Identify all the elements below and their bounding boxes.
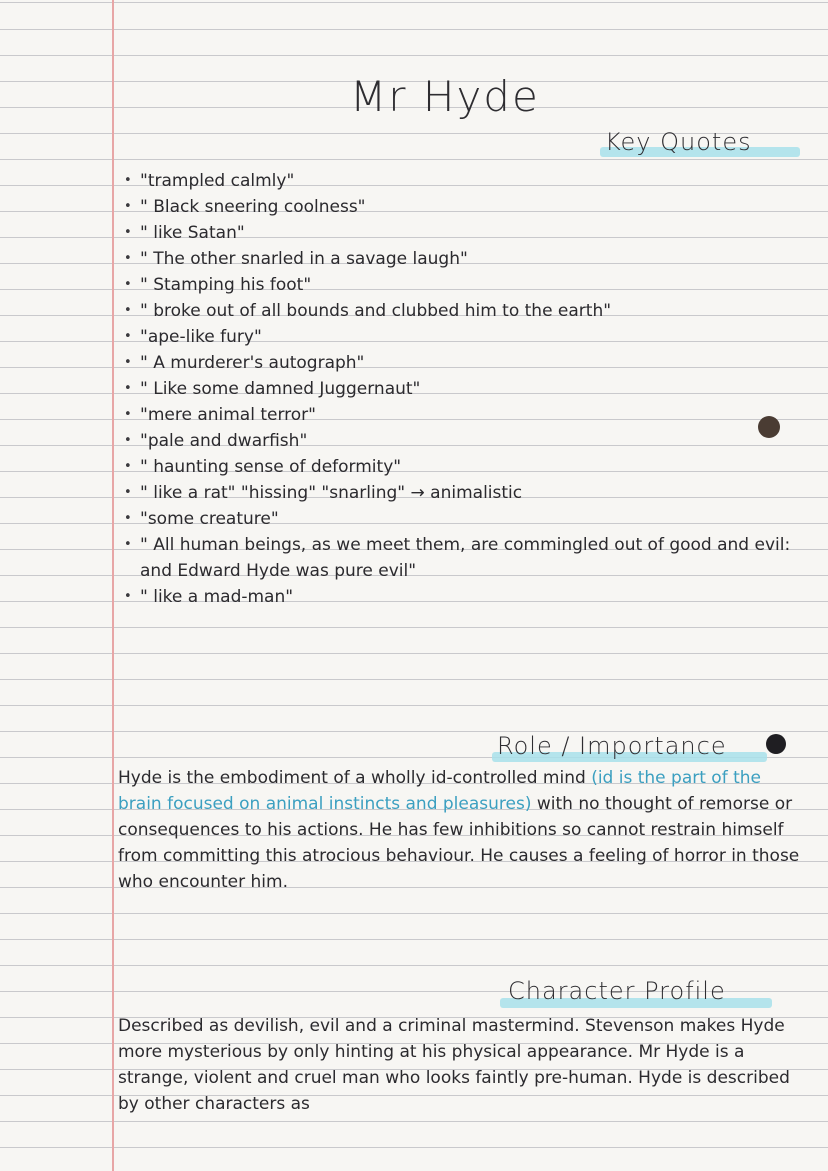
quote-item: • " Like some damned Juggernaut" [122, 376, 812, 402]
role-heading: Role / Importance [497, 732, 727, 760]
profile-paragraph: Described as devilish, evil and a criminal mastermind. Stevenson makes Hyde more mysterious by only hinting at his physical appearance. Mr Hyde is a strange, violent and cruel man who looks faintly pre-human. Hyde is described by other characters as [118, 1016, 790, 1114]
quote-item: • " The other snarled in a savage laugh" [122, 246, 812, 272]
quote-item: • " like Satan" [122, 220, 812, 246]
quote-item: • "trampled calmly" [122, 168, 812, 194]
quote-item: • "some creature" [122, 506, 812, 532]
page-title: Mr Hyde [350, 72, 540, 121]
quotes-list [122, 168, 812, 610]
quote-item: • "ape-like fury" [122, 324, 812, 350]
quote-item: • " haunting sense of deformity" [122, 454, 812, 480]
quote-item: • " A murderer's autograph" [122, 350, 812, 376]
profile-heading: Character Profile [508, 977, 726, 1005]
ink-dot [758, 416, 780, 438]
quote-item: • "pale and dwarfish" [122, 428, 812, 454]
margin-line [112, 0, 114, 1171]
quote-item: • " Stamping his foot" [122, 272, 812, 298]
quote-item: • " broke out of all bounds and clubbed him to the earth" [122, 298, 812, 324]
role-text-end: with no thought of remorse or consequences to his actions. He has few inhibitions so cannot restrain himself from committing this atrocious behaviour. He causes a feeling of horror in those who encounter him. [118, 794, 800, 892]
role-text-start: Hyde is the embodiment of a wholly id-controlled mind [118, 768, 586, 788]
quote-item: • " like a mad-man" [122, 584, 812, 610]
id-definition: (id is the part of the brain focused on animal instincts and pleasures) [118, 768, 761, 814]
quote-item: • " Black sneering coolness" [122, 194, 812, 220]
quote-item: • " like a rat" "hissing" "snarling" → animalistic [122, 480, 812, 506]
ink-dot [766, 734, 786, 754]
role-paragraph [118, 765, 808, 895]
quote-item: • " All human beings, as we meet them, are commingled out of good and evil: and Edward Hyde was pure evil" [122, 532, 812, 584]
quote-item: • "mere animal terror" [122, 402, 812, 428]
key-quotes-heading: Key Quotes [605, 128, 752, 156]
